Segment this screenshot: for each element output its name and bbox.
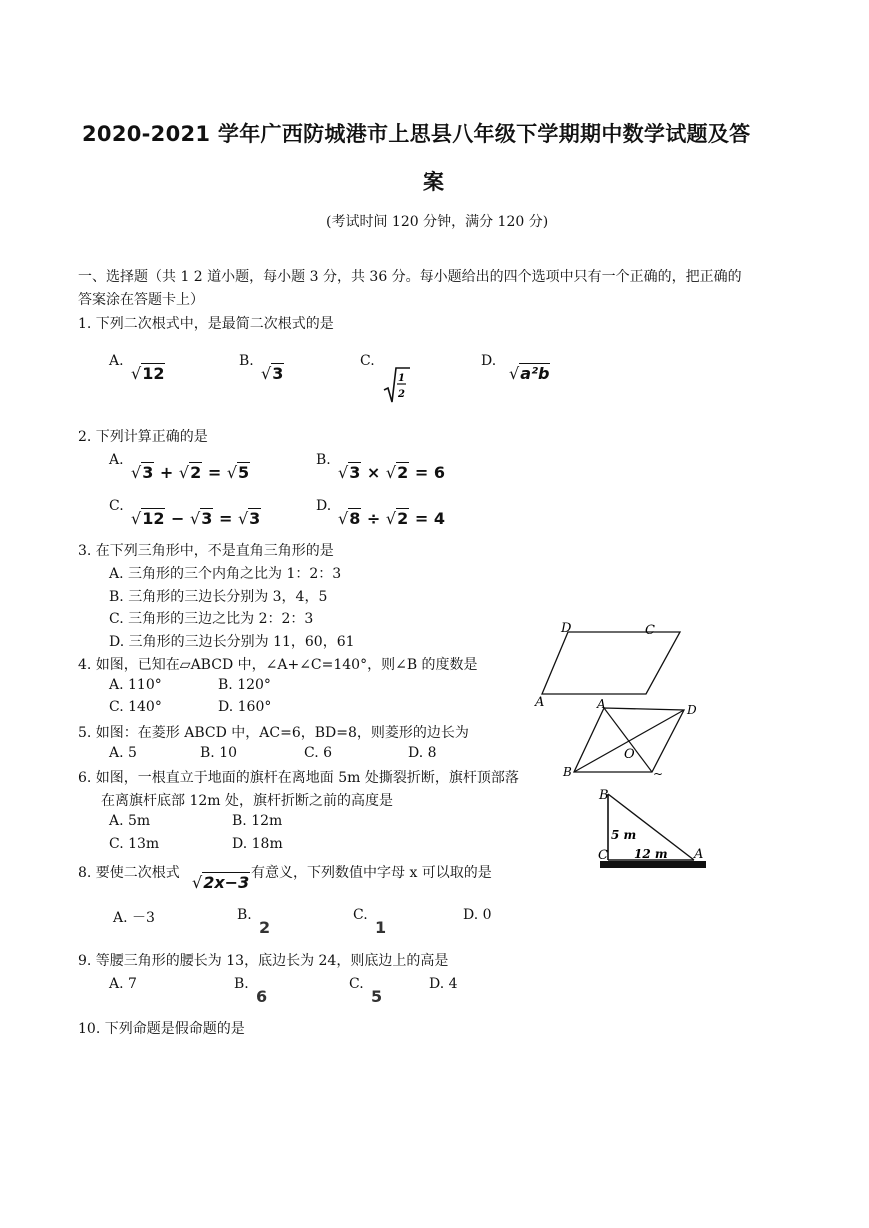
parallelogram-shape — [542, 632, 680, 694]
rhombus-figure — [560, 696, 710, 784]
q2-option-b-label: B. — [316, 452, 331, 468]
sqrt-fraction-graphic — [382, 366, 412, 404]
q2-option-c-expr: √12 − √3 = √3 — [131, 509, 261, 528]
section-heading-cont: 答案涂在答题卡上） — [78, 292, 204, 308]
q9-option-c-value: 5 — [371, 987, 383, 1006]
q3-option-d: D. 三角形的三边长分别为 11，60，61 — [109, 634, 355, 650]
q1-option-c-expr — [382, 366, 412, 408]
q2-option-a-expr: √3 + √2 = √5 — [131, 463, 250, 482]
q4-option-d: D. 160° — [218, 699, 272, 715]
label-a: A — [694, 847, 704, 862]
q6-stem-line1: 6. 如图，一根直立于地面的旗杆在离地面 5m 处撕裂折断，旗杆顶部落 — [78, 770, 519, 786]
label-5m: 5 m — [611, 828, 637, 842]
q4-option-c: C. 140° — [109, 699, 162, 715]
q8-option-c-value: 1 — [375, 918, 387, 937]
q5-option-d: D. 8 — [408, 745, 437, 761]
section-heading: 一、选择题（共 1 2 道小题，每小题 3 分，共 36 分。每小题给出的四个选项中只有一个正确的，把正确的 — [78, 269, 742, 285]
q4-option-b: B. 120° — [218, 677, 271, 693]
q9-stem: 9. 等腰三角形的腰长为 13，底边长为 24，则底边上的高是 — [78, 953, 449, 969]
q8-stem-prefix: 8. 要使二次根式 — [78, 865, 180, 881]
q1-option-d-label: D. — [481, 353, 497, 369]
label-o: O — [624, 747, 635, 762]
fraction-numerator: 1 — [398, 373, 405, 384]
label-b: B — [599, 788, 609, 803]
q8-option-a: A. －3 — [113, 910, 155, 926]
q5-option-c: C. 6 — [304, 745, 333, 761]
q9-option-d: D. 4 — [429, 976, 458, 992]
q6-option-a: A. 5m — [109, 813, 151, 829]
q9-option-c-label: C. — [349, 976, 364, 992]
q9-option-a: A. 7 — [109, 976, 137, 992]
q5-stem: 5. 如图：在菱形 ABCD 中，AC=6，BD=8，则菱形的边长为 — [78, 725, 469, 741]
q1-option-b-expr: √3 — [261, 364, 284, 383]
q3-stem: 3. 在下列三角形中，不是直角三角形的是 — [78, 543, 334, 559]
fraction-denominator: 2 — [398, 389, 405, 400]
q6-option-d: D. 18m — [232, 836, 283, 852]
q6-stem-line2: 在离旗杆底部 12m 处，旗杆折断之前的高度是 — [101, 793, 393, 809]
q1-option-b-label: B. — [239, 353, 254, 369]
page-title-line1: 2020-2021 学年广西防城港市上思县八年级下学期期中数学试题及答 — [82, 122, 751, 146]
q8-option-b-value: 2 — [259, 918, 271, 937]
q4-option-a: A. 110° — [109, 677, 162, 693]
label-12m: 12 m — [634, 847, 668, 861]
q2-option-d-label: D. — [316, 498, 332, 514]
q5-option-b: B. 10 — [200, 745, 238, 761]
q6-option-b: B. 12m — [232, 813, 283, 829]
q3-option-c: C. 三角形的三边之比为 2：2：3 — [109, 611, 314, 627]
page-title-line2: 案 — [423, 170, 445, 194]
q2-stem: 2. 下列计算正确的是 — [78, 429, 208, 445]
q5-option-a: A. 5 — [109, 745, 137, 761]
flagpole-figure — [594, 784, 714, 876]
label-a: A — [597, 697, 606, 711]
label-d: D — [561, 621, 572, 636]
q1-stem: 1. 下列二次根式中，是最简二次根式的是 — [78, 316, 334, 332]
q1-option-d-expr: √a²b — [509, 364, 550, 383]
q8-option-b-label: B. — [237, 907, 252, 923]
q2-option-c-label: C. — [109, 498, 124, 514]
q9-option-b-label: B. — [234, 976, 249, 992]
q8-option-c-label: C. — [353, 907, 368, 923]
q8-stem-suffix: 有意义，下列数值中字母 x 可以取的是 — [251, 865, 492, 881]
q4-stem: 4. 如图，已知在▱ABCD 中，∠A+∠C=140°，则∠B 的度数是 — [78, 657, 478, 673]
label-a: A — [535, 695, 545, 708]
q9-option-b-value: 6 — [256, 987, 268, 1006]
q1-option-a-expr: √12 — [131, 364, 165, 383]
q2-option-d-expr: √8 ÷ √2 = 4 — [338, 509, 445, 528]
ground-bar — [600, 861, 706, 868]
label-d: D — [687, 703, 697, 717]
exam-subtitle: (考试时间 120 分钟，满分 120 分) — [326, 214, 549, 230]
q8-option-d: D. 0 — [463, 907, 492, 923]
q8-radical-expr: √2x−3 — [192, 873, 250, 892]
q3-option-b: B. 三角形的三边长分别为 3，4，5 — [109, 589, 328, 605]
q1-option-a-label: A. — [109, 353, 124, 369]
label-c-text: C — [645, 623, 655, 638]
q2-option-a-label: A. — [109, 452, 124, 468]
label-b: B — [563, 765, 572, 779]
q10-stem: 10. 下列命题是假命题的是 — [78, 1021, 245, 1037]
label-c: C — [598, 848, 608, 863]
label-c-mark: ~ — [653, 767, 664, 781]
diagonal-ac — [604, 708, 652, 772]
q6-option-c: C. 13m — [109, 836, 160, 852]
q3-option-a: A. 三角形的三个内角之比为 1：2：3 — [109, 566, 342, 582]
q2-option-b-expr: √3 × √2 = 6 — [338, 463, 445, 482]
q1-option-c-label: C. — [360, 353, 375, 369]
parallelogram-figure — [532, 618, 692, 708]
